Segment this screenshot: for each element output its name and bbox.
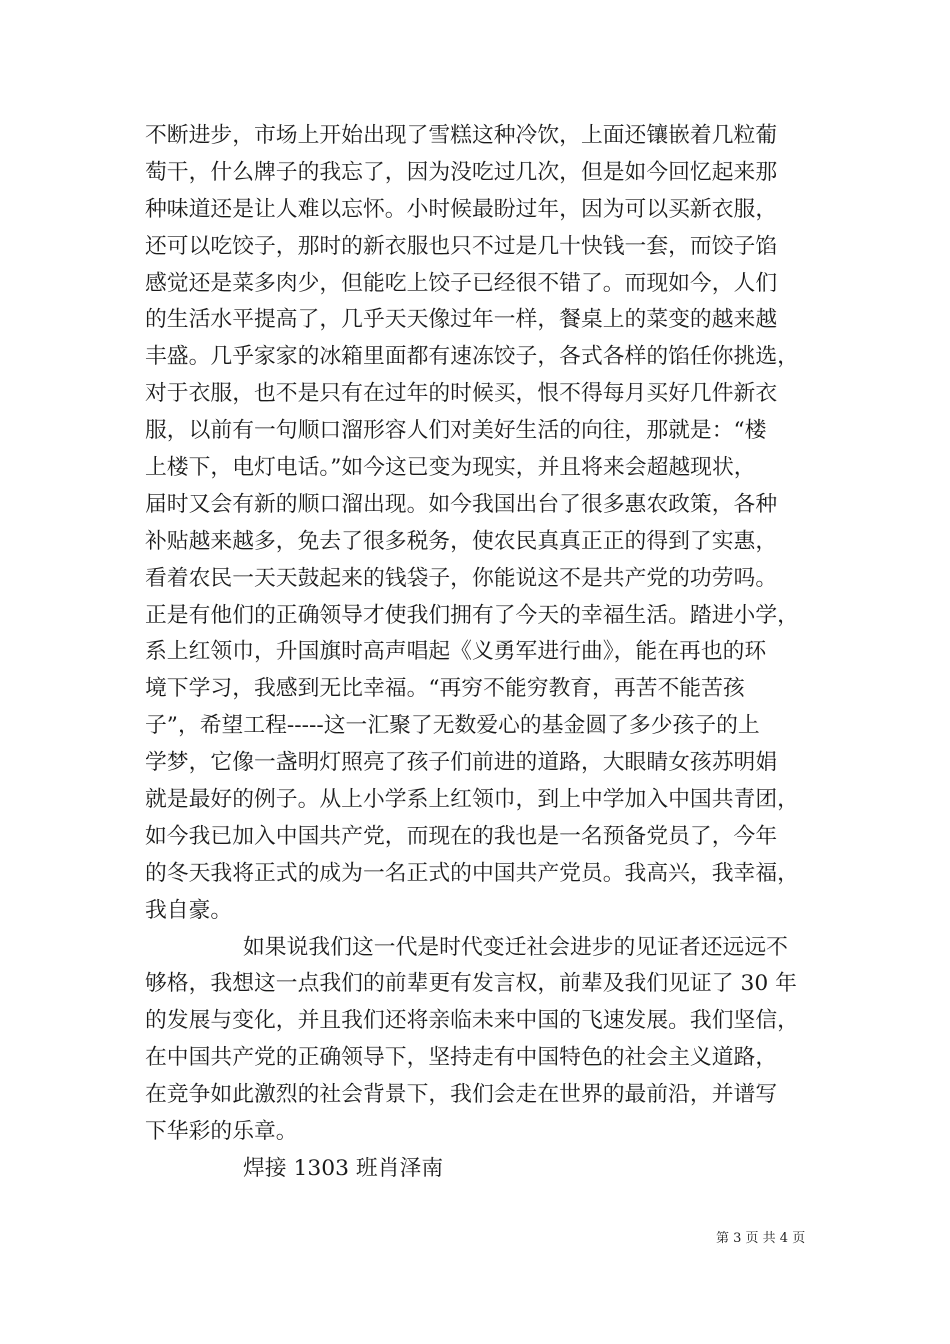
text-line: 感觉还是菜多肉少，但能吃上饺子已经很不错了。而现如今，人们: [145, 270, 778, 296]
text-line: 服，以前有一句顺口溜形容人们对美好生活的向往，那就是：“楼: [145, 418, 767, 444]
text-line: 如今我已加入中国共产党，而现在的我也是一名预备党员了，今年: [145, 823, 778, 849]
text-line: 看着农民一天天鼓起来的钱袋子，你能说这不是共产党的功劳吗。: [145, 565, 778, 591]
text-line: 届时又会有新的顺口溜出现。如今我国出台了很多惠农政策，各种: [145, 491, 778, 517]
author-signature: 焊接 1303 班肖泽南: [243, 1155, 444, 1181]
text-line: 在竞争如此激烈的社会背景下，我们会走在世界的最前沿，并谱写: [145, 1082, 778, 1108]
text-line: 如果说我们这一代是时代变迁社会进步的见证者还远远不: [243, 934, 788, 960]
body-text: [145, 118, 810, 1188]
text-line: 的生活水平提高了，几乎天天像过年一样，餐桌上的菜变的越来越: [145, 307, 778, 333]
text-line: 就是最好的例子。从上小学系上红领巾，到上中学加入中国共青团，: [145, 787, 799, 813]
text-line: 补贴越来越多，免去了很多税务，使农民真真正正的得到了实惠，: [145, 528, 778, 554]
text-line: 在中国共产党的正确领导下，坚持走有中国特色的社会主义道路，: [145, 1045, 778, 1071]
paragraph-2: [145, 930, 810, 1151]
text-line: 不断进步，市场上开始出现了雪糕这种冷饮，上面还镶嵌着几粒葡: [145, 123, 778, 148]
page-number-footer: 第 3 页 共 4 页: [716, 1231, 806, 1246]
paragraph-1: [145, 118, 810, 930]
text-line: 境下学习，我感到无比幸福。“再穷不能穷教育，再苦不能苦孩: [145, 676, 745, 702]
text-line: 萄干，什么牌子的我忘了，因为没吃过几次，但是如今回忆起来那: [145, 159, 778, 185]
text-line: 的冬天我将正式的成为一名正式的中国共产党员。我高兴，我幸福，: [145, 860, 799, 886]
text-line: 够格，我想这一点我们的前辈更有发言权，前辈及我们见证了 30 年: [145, 971, 797, 997]
text-line: 的发展与变化，并且我们还将亲临未来中国的飞速发展。我们坚信，: [145, 1008, 799, 1034]
text-line: 下华彩的乐章。: [145, 1119, 298, 1145]
text-line: 丰盛。几乎家家的冰箱里面都有速冻饺子，各式各样的馅任你挑选，: [145, 344, 799, 370]
text-line: 上楼下，电灯电话。”如今这已变为现实，并且将来会超越现状，: [145, 455, 756, 481]
text-line: 对于衣服，也不是只有在过年的时候买，恨不得每月买好几件新衣: [145, 381, 778, 407]
text-line: 学梦，它像一盏明灯照亮了孩子们前进的道路，大眼睛女孩苏明娟: [145, 750, 778, 776]
text-line: 正是有他们的正确领导才使我们拥有了今天的幸福生活。踏进小学，: [145, 602, 799, 628]
text-line: 系上红领巾，升国旗时高声唱起《义勇军进行曲》，能在再也的环: [145, 639, 767, 665]
text-line: 子”，希望工程-----这一汇聚了无数爱心的基金圆了多少孩子的上: [145, 713, 760, 739]
text-line: 还可以吃饺子，那时的新衣服也只不过是几十快钱一套，而饺子馅: [145, 233, 778, 259]
text-line: 种味道还是让人难以忘怀。小时候最盼过年，因为可以买新衣服，: [145, 196, 778, 222]
text-line: 我自豪。: [145, 897, 233, 923]
